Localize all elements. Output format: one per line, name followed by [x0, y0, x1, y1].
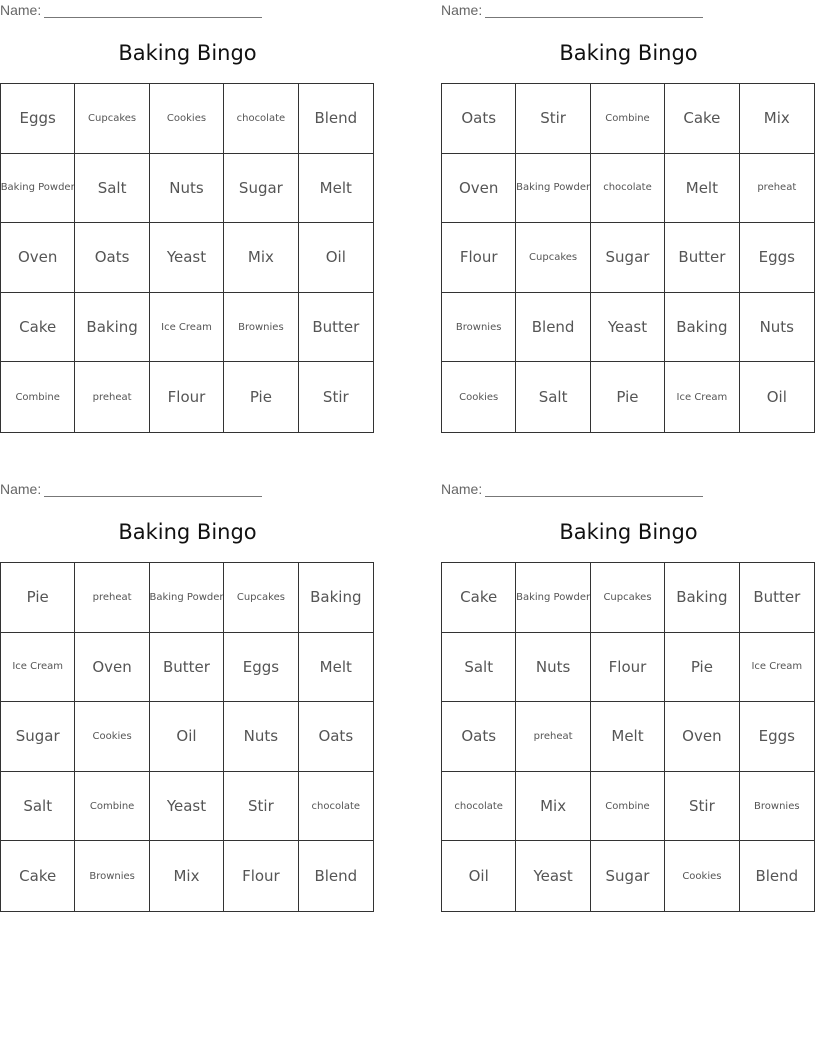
bingo-cell: Pie — [665, 633, 739, 703]
bingo-cell: Brownies — [740, 772, 814, 842]
bingo-cell: Combine — [75, 772, 149, 842]
bingo-grid — [0, 83, 374, 433]
bingo-cell: Baking Powder — [516, 563, 590, 633]
bingo-cell: Nuts — [516, 633, 590, 703]
bingo-grid — [0, 562, 374, 912]
bingo-cell: Stir — [665, 772, 739, 842]
bingo-cell: Cupcakes — [591, 563, 665, 633]
bingo-cell: chocolate — [591, 154, 665, 224]
bingo-cell: Combine — [591, 772, 665, 842]
bingo-cell: preheat — [516, 702, 590, 772]
bingo-cell: Cupcakes — [224, 563, 298, 633]
bingo-cell: Cookies — [442, 362, 516, 432]
bingo-cell: Brownies — [442, 293, 516, 363]
bingo-cell: Baking — [665, 563, 739, 633]
card-title: Baking Bingo — [559, 41, 698, 65]
bingo-cell: Oil — [150, 702, 224, 772]
bingo-cell: Pie — [224, 362, 298, 432]
bingo-cell: Mix — [224, 223, 298, 293]
bingo-cell: Oven — [75, 633, 149, 703]
bingo-cell: Salt — [516, 362, 590, 432]
bingo-cell: Oven — [665, 702, 739, 772]
name-field — [0, 481, 262, 497]
bingo-cell: Cupcakes — [516, 223, 590, 293]
bingo-cell: Brownies — [75, 841, 149, 911]
bingo-cell: Ice Cream — [150, 293, 224, 363]
bingo-cell: Pie — [1, 563, 75, 633]
card-title: Baking Bingo — [559, 520, 698, 544]
bingo-cell: Blend — [299, 84, 373, 154]
bingo-cell: Cake — [1, 841, 75, 911]
bingo-cell: chocolate — [442, 772, 516, 842]
bingo-cell: Eggs — [740, 223, 814, 293]
bingo-cell: Stir — [322, 388, 349, 407]
bingo-cell: Stir — [224, 772, 298, 842]
bingo-cell: Melt — [299, 154, 373, 224]
bingo-cell: Ice Cream — [665, 362, 739, 432]
bingo-cell: Brownies — [224, 293, 298, 363]
bingo-cell: Cake — [442, 563, 516, 633]
bingo-cell: Sugar — [224, 154, 298, 224]
bingo-cell: Salt — [442, 633, 516, 703]
bingo-cell: Mix — [516, 772, 590, 842]
bingo-cell: Flour — [150, 362, 224, 432]
bingo-cell: Flour — [442, 223, 516, 293]
bingo-cell: Butter — [299, 293, 373, 363]
bingo-cell: Cupcakes — [75, 84, 149, 154]
bingo-cell: Nuts — [224, 702, 298, 772]
bingo-cell: Sugar — [1, 702, 75, 772]
name-label: Name: — [0, 481, 42, 497]
bingo-cell: Oven — [442, 154, 516, 224]
name-underline — [485, 484, 703, 497]
bingo-cell: Melt — [591, 702, 665, 772]
card-title: Baking Bingo — [118, 41, 257, 65]
bingo-cell: Cake — [1, 293, 75, 363]
bingo-cell: Oats — [442, 84, 516, 154]
bingo-cell: Baking — [75, 293, 149, 363]
bingo-cell: Oil — [442, 841, 516, 911]
bingo-cell: Eggs — [740, 702, 814, 772]
bingo-cell: Ice Cream — [740, 633, 814, 703]
bingo-cell: Flour — [224, 841, 298, 911]
bingo-cell: Oats — [299, 702, 373, 772]
bingo-cell: Combine — [1, 362, 75, 432]
bingo-cell: Butter — [740, 563, 814, 633]
bingo-cell: Yeast — [516, 841, 590, 911]
bingo-cell: Mix — [150, 841, 224, 911]
name-underline — [44, 5, 262, 18]
bingo-cell: Nuts — [150, 154, 224, 224]
bingo-cell: Eggs — [224, 633, 298, 703]
name-underline — [44, 484, 262, 497]
bingo-cell: Melt — [299, 633, 373, 703]
bingo-cell: Stir — [516, 84, 590, 154]
bingo-cell: Combine — [591, 84, 665, 154]
bingo-cell: Nuts — [740, 293, 814, 363]
card-title: Baking Bingo — [118, 520, 257, 544]
bingo-cell: Butter — [150, 633, 224, 703]
bingo-cell: Baking Powder — [1, 154, 75, 224]
bingo-cell: Blend — [516, 293, 590, 363]
bingo-cell: Baking Powder — [150, 563, 224, 633]
bingo-cell: Baking Powder — [516, 154, 590, 224]
bingo-cell: Sugar — [591, 223, 665, 293]
bingo-cell: Yeast — [150, 223, 224, 293]
name-label: Name: — [441, 2, 483, 18]
bingo-cell: preheat — [740, 154, 814, 224]
name-label: Name: — [441, 481, 483, 497]
bingo-cell: chocolate — [224, 84, 298, 154]
bingo-grid — [441, 562, 815, 912]
bingo-cell: Cookies — [75, 702, 149, 772]
bingo-cell: Yeast — [150, 772, 224, 842]
name-underline — [485, 5, 703, 18]
bingo-cell: Butter — [665, 223, 739, 293]
bingo-cell: preheat — [75, 362, 149, 432]
bingo-cell: Baking — [299, 563, 373, 633]
bingo-cell: Oil — [766, 388, 787, 407]
bingo-cell: Flour — [591, 633, 665, 703]
name-label: Name: — [0, 2, 42, 18]
bingo-cell: Ice Cream — [1, 633, 75, 703]
bingo-cell: Cookies — [665, 841, 739, 911]
bingo-cell: Cookies — [150, 84, 224, 154]
bingo-cell: Oil — [299, 223, 373, 293]
bingo-cell: Eggs — [1, 84, 75, 154]
bingo-cell: Oven — [1, 223, 75, 293]
name-field — [441, 2, 703, 18]
name-field — [0, 2, 262, 18]
bingo-cell: Mix — [740, 84, 814, 154]
bingo-cell: Cake — [665, 84, 739, 154]
bingo-grid — [441, 83, 815, 433]
bingo-cell: Melt — [665, 154, 739, 224]
bingo-cell: Baking — [665, 293, 739, 363]
bingo-cell: Sugar — [591, 841, 665, 911]
bingo-cell: Blend — [314, 867, 358, 886]
bingo-cell: Pie — [591, 362, 665, 432]
bingo-cell: Oats — [442, 702, 516, 772]
bingo-cell: Salt — [1, 772, 75, 842]
bingo-cell: Salt — [75, 154, 149, 224]
bingo-cell: Oats — [75, 223, 149, 293]
bingo-cell: chocolate — [299, 772, 373, 842]
name-field — [441, 481, 703, 497]
bingo-cell: preheat — [75, 563, 149, 633]
bingo-cell: Yeast — [591, 293, 665, 363]
bingo-cell: Blend — [755, 867, 799, 886]
